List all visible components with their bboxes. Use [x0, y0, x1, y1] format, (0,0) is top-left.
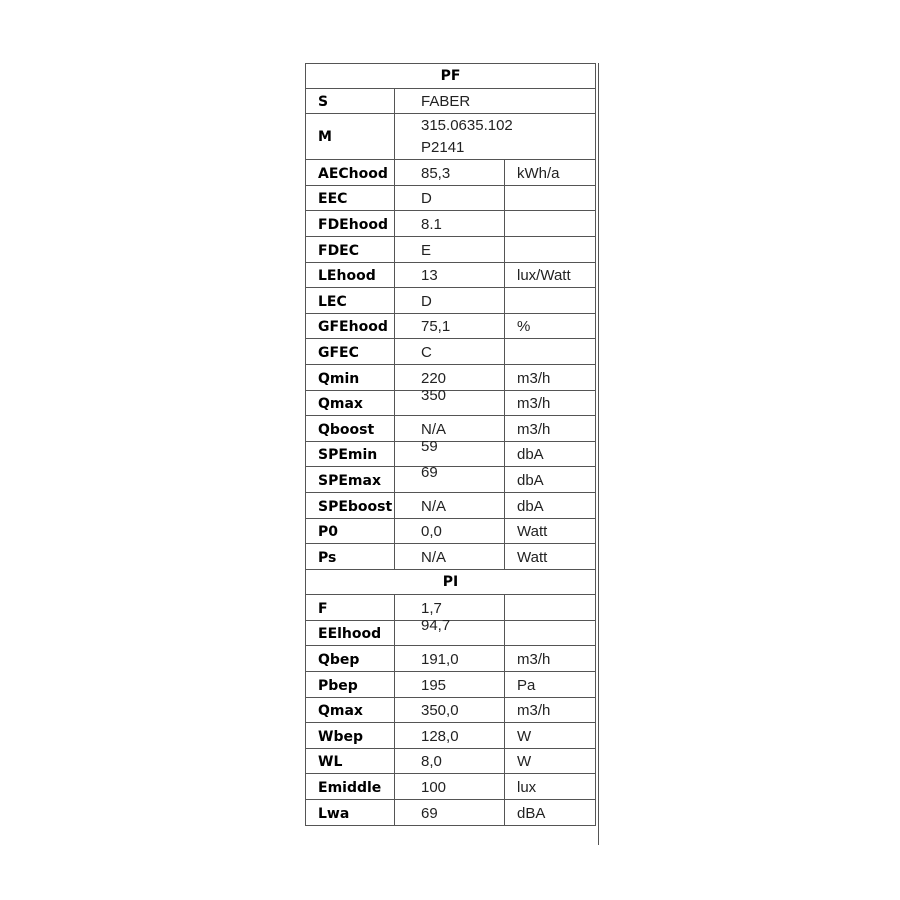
- table-row: [306, 617, 595, 647]
- table-row: [306, 288, 595, 314]
- row-unit: W: [517, 753, 532, 771]
- row-unit: Pa: [517, 676, 536, 694]
- row-value-text: 350: [421, 387, 447, 405]
- row-unit: dbA: [517, 446, 544, 464]
- row-value: 220: [395, 365, 505, 390]
- row-value-text: 94,7: [421, 617, 451, 635]
- row-value: 195: [395, 672, 505, 697]
- row-unit: [505, 339, 595, 364]
- row-unit: [505, 211, 595, 236]
- row-unit: m3/h: [517, 420, 551, 438]
- table-row: [306, 365, 595, 391]
- table-row: [306, 89, 595, 115]
- row-label: Emiddle: [306, 774, 395, 799]
- row-unit: W: [517, 727, 532, 745]
- table-row: [306, 749, 595, 775]
- row-label: Wbep: [306, 723, 395, 748]
- row-value: 13: [395, 263, 505, 288]
- table-row: [306, 800, 595, 826]
- row-label: SPEmin: [306, 442, 395, 467]
- table-row: [306, 339, 595, 365]
- row-label: WL: [306, 749, 395, 774]
- row-label: GFEC: [306, 339, 395, 364]
- row-value: N/A: [395, 544, 505, 569]
- table-row: [306, 646, 595, 672]
- row-unit: dBA: [517, 804, 546, 822]
- table-row: [306, 160, 595, 186]
- row-label: FDEhood: [306, 211, 395, 236]
- row-label: SPEmax: [306, 467, 395, 492]
- row-value: 128,0: [395, 723, 505, 748]
- table-row: [306, 672, 595, 698]
- row-unit: [505, 621, 595, 646]
- row-label: Qmax: [306, 698, 395, 723]
- row-label: EEC: [306, 186, 395, 211]
- row-label: S: [306, 89, 395, 114]
- row-unit: m3/h: [517, 369, 551, 387]
- row-value: FABER: [421, 93, 471, 111]
- row-unit: m3/h: [517, 702, 551, 720]
- row-label: Lwa: [306, 800, 395, 825]
- row-value: 100: [395, 774, 505, 799]
- table-row: [306, 463, 595, 493]
- row-label: Qboost: [306, 416, 395, 441]
- table-row: [306, 723, 595, 749]
- row-unit: m3/h: [517, 395, 551, 413]
- row-label: LEhood: [306, 263, 395, 288]
- row-value: [395, 617, 505, 646]
- row-unit: [505, 237, 595, 262]
- row-value: 85,3: [395, 160, 505, 185]
- row-value: [395, 463, 505, 492]
- row-value: 191,0: [395, 646, 505, 671]
- table-row: [306, 774, 595, 800]
- row-label: SPEboost: [306, 493, 395, 518]
- table-row: [306, 595, 595, 621]
- table-row: [306, 493, 595, 519]
- row-label: M: [306, 114, 395, 159]
- row-label: F: [306, 595, 395, 620]
- row-unit: dbA: [517, 497, 544, 515]
- row-value: 1,7: [395, 595, 505, 620]
- row-unit: %: [517, 318, 531, 336]
- row-value-text: 69: [421, 463, 438, 481]
- row-unit: [505, 186, 595, 211]
- row-value: D: [395, 288, 505, 313]
- section-title-pf: PF: [440, 68, 461, 84]
- row-value: E: [395, 237, 505, 262]
- row-unit: Watt: [517, 548, 548, 566]
- row-value: 69: [395, 800, 505, 825]
- section-title-pi: PI: [442, 573, 459, 590]
- table-row: [306, 186, 595, 212]
- row-value-text: 59: [421, 438, 438, 456]
- row-unit: [505, 595, 595, 620]
- row-label: Qmax: [306, 391, 395, 416]
- row-value: 350,0: [395, 698, 505, 723]
- table-row: [306, 237, 595, 263]
- row-value: [395, 438, 505, 467]
- row-unit: dbA: [517, 471, 544, 489]
- row-value: 75,1: [395, 314, 505, 339]
- row-unit: lux: [517, 779, 537, 797]
- table-row: [306, 438, 595, 468]
- row-label: LEC: [306, 288, 395, 313]
- row-value: [395, 114, 595, 159]
- row-label: AEChood: [306, 160, 395, 185]
- row-value: [395, 387, 505, 416]
- row-value: 8.1: [395, 211, 505, 236]
- section-header-pi: [306, 570, 595, 596]
- table-row: [306, 211, 595, 237]
- row-value: 0,0: [395, 519, 505, 544]
- row-value: N/A: [395, 416, 505, 441]
- table-row: [306, 544, 595, 570]
- table-row: [306, 387, 595, 417]
- row-label: GFEhood: [306, 314, 395, 339]
- row-label: Qbep: [306, 646, 395, 671]
- row-unit: lux/Watt: [517, 267, 571, 285]
- table-row: [306, 698, 595, 724]
- table-row: [306, 114, 595, 160]
- table-row: [306, 416, 595, 442]
- row-value: 8,0: [395, 749, 505, 774]
- right-border-line: [598, 63, 599, 845]
- row-value: D: [395, 186, 505, 211]
- row-unit: m3/h: [517, 651, 551, 669]
- row-label: P0: [306, 519, 395, 544]
- row-value: N/A: [395, 493, 505, 518]
- table-row: [306, 314, 595, 340]
- section-header-pf: [306, 63, 595, 89]
- row-unit: Watt: [517, 523, 548, 541]
- row-unit: [505, 288, 595, 313]
- row-unit: kWh/a: [517, 164, 560, 182]
- row-label: Qmin: [306, 365, 395, 390]
- row-value: C: [395, 339, 505, 364]
- table-row: [306, 263, 595, 289]
- row-label: Pbep: [306, 672, 395, 697]
- row-label: Ps: [306, 544, 395, 569]
- table-row: [306, 519, 595, 545]
- row-label: EElhood: [306, 621, 395, 646]
- model-code-2: P2141: [421, 138, 465, 156]
- row-label: FDEC: [306, 237, 395, 262]
- product-fiche-table: [305, 63, 596, 826]
- model-code: 315.0635.102: [421, 116, 513, 134]
